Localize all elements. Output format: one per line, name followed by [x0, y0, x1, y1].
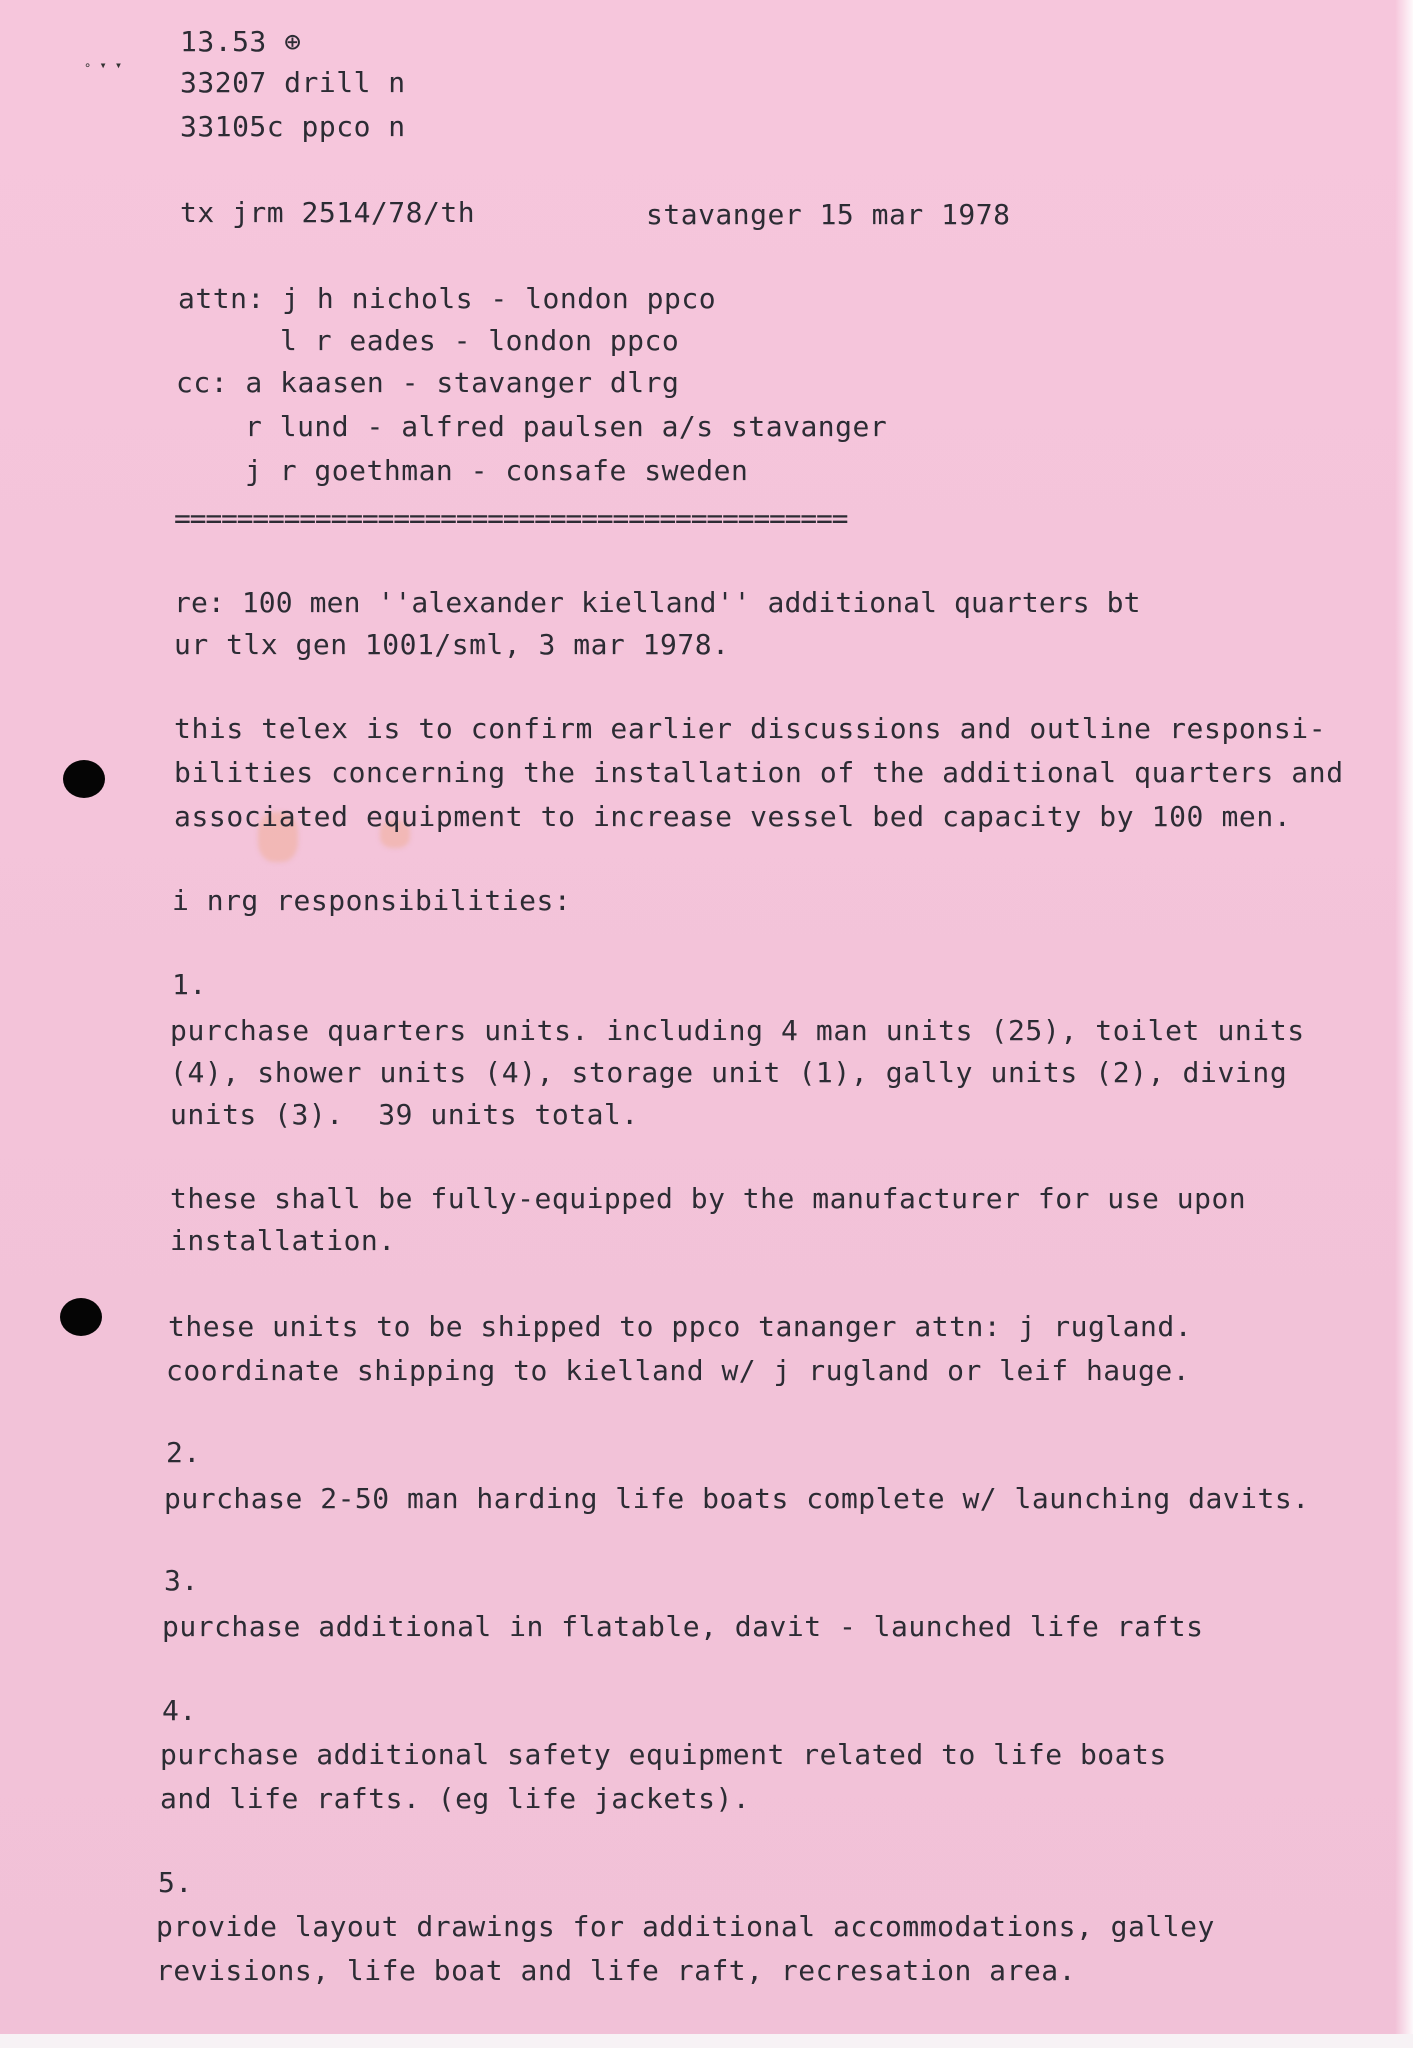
scan-edge-bottom — [0, 2034, 1413, 2048]
item-1-para-3-line-1: these units to be shipped to ppco tananger attn: j rugland. — [168, 1310, 1193, 1343]
item-4-number: 4. — [162, 1694, 197, 1727]
telex-number: tx jrm 2514/78/th — [180, 196, 476, 229]
item-2-line-1: purchase 2-50 man harding life boats complete w/ launching davits. — [164, 1482, 1310, 1515]
cc-line-3: j r goethman - consafe sweden — [245, 454, 749, 487]
cc-line-2: r lund - alfred paulsen a/s stavanger — [245, 410, 888, 443]
intro-line-3: associated equipment to increase vessel bed capacity by 100 men. — [174, 800, 1292, 833]
item-1-line-2: (4), shower units (4), storage unit (1), gally units (2), diving — [170, 1056, 1288, 1089]
header-line-3: 33105c ppco n — [180, 110, 406, 143]
item-1-line-1: purchase quarters units. including 4 man units (25), toilet units — [170, 1014, 1305, 1047]
item-5-number: 5. — [158, 1866, 193, 1899]
intro-line-1: this telex is to confirm earlier discussions and outline responsi- — [174, 712, 1327, 745]
punch-hole-bottom — [60, 1298, 102, 1336]
punch-hole-top — [63, 760, 105, 798]
item-1-line-3: units (3). 39 units total. — [170, 1098, 639, 1131]
intro-line-2: bilities concerning the installation of the additional quarters and — [174, 756, 1344, 789]
item-3-number: 3. — [164, 1564, 199, 1597]
scan-edge — [1395, 0, 1413, 2048]
header-line-2: 33207 drill n — [180, 66, 406, 99]
place-date: stavanger 15 mar 1978 — [646, 198, 1011, 231]
header-line-1: 13.53 ⊕ — [180, 25, 302, 58]
item-4-line-1: purchase additional safety equipment related to life boats — [160, 1738, 1167, 1771]
item-5-line-1: provide layout drawings for additional accommodations, galley — [156, 1910, 1215, 1943]
item-1-para-2-line-1: these shall be fully-equipped by the manufacturer for use upon — [170, 1182, 1247, 1215]
item-1-number: 1. — [172, 968, 207, 1001]
item-3-line-1: purchase additional in flatable, davit - launched life rafts — [162, 1610, 1204, 1643]
subject-line-2: ur tlx gen 1001/sml, 3 mar 1978. — [174, 628, 730, 661]
section-heading: i nrg responsibilities: — [172, 884, 572, 917]
item-1-para-2-line-2: installation. — [170, 1224, 396, 1257]
item-4-line-2: and life rafts. (eg life jackets). — [160, 1782, 751, 1815]
subject-line-1: re: 100 men ''alexander kielland'' additional quarters bt — [174, 586, 1141, 619]
attn-line-1: attn: j h nichols - london ppco — [178, 282, 717, 315]
item-1-para-3-line-2: coordinate shipping to kielland w/ j rugland or leif hauge. — [166, 1354, 1191, 1387]
attn-line-2: l r eades - london ppco — [280, 324, 680, 357]
separator-line: =========================================== — [174, 502, 848, 535]
cc-line-1: cc: a kaasen - stavanger dlrg — [176, 366, 680, 399]
item-5-line-2: revisions, life boat and life raft, recresation area. — [156, 1954, 1076, 1987]
margin-mark: ∘ ▾ ▾ — [84, 58, 123, 72]
item-2-number: 2. — [166, 1436, 201, 1469]
